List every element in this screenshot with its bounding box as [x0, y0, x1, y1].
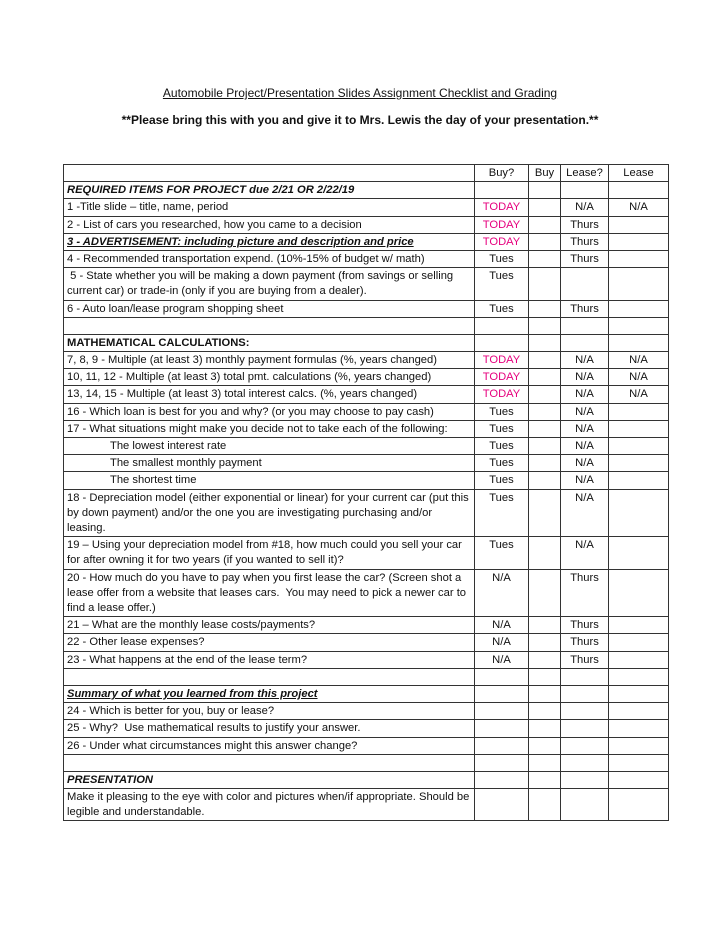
row-buy-question: Tues: [475, 420, 529, 437]
row-lease-question: [561, 737, 609, 754]
row-buy-question: TODAY: [475, 369, 529, 386]
row-lease-question: N/A: [561, 489, 609, 537]
row-buy-question: Tues: [475, 300, 529, 317]
row-lease-question: N/A: [561, 537, 609, 569]
row-lease: [609, 737, 669, 754]
table-row: [64, 668, 669, 685]
row-item: The smallest monthly payment: [64, 455, 475, 472]
checklist-table: [63, 164, 669, 821]
row-lease: [609, 720, 669, 737]
row-lease: [609, 617, 669, 634]
row-buy-question: N/A: [475, 651, 529, 668]
table-row: [64, 386, 669, 403]
row-item: 25 - Why? Use mathematical results to justify your answer.: [64, 720, 475, 737]
row-buy-question: [475, 737, 529, 754]
row-buy: [529, 771, 561, 788]
table-row: [64, 352, 669, 369]
row-lease-question: Thurs: [561, 569, 609, 617]
header-buy: Buy: [529, 165, 561, 182]
row-item: 7, 8, 9 - Multiple (at least 3) monthly payment formulas (%, years changed): [64, 352, 475, 369]
row-item: 6 - Auto loan/lease program shopping sheet: [64, 300, 475, 317]
row-lease-question: Thurs: [561, 300, 609, 317]
row-buy: [529, 216, 561, 233]
row-item: 4 - Recommended transportation expend. (10%-15% of budget w/ math): [64, 251, 475, 268]
row-buy: [529, 685, 561, 702]
row-buy: [529, 754, 561, 771]
row-lease-question: Thurs: [561, 216, 609, 233]
row-lease: [609, 317, 669, 334]
row-item: 16 - Which loan is best for you and why? (or you may choose to pay cash): [64, 403, 475, 420]
row-lease: [609, 438, 669, 455]
row-buy: [529, 251, 561, 268]
row-buy-question: [475, 754, 529, 771]
row-item: 22 - Other lease expenses?: [64, 634, 475, 651]
row-lease-question: Thurs: [561, 251, 609, 268]
row-buy: [529, 455, 561, 472]
row-lease: [609, 685, 669, 702]
row-item: The shortest time: [64, 472, 475, 489]
row-lease: [609, 651, 669, 668]
row-buy: [529, 634, 561, 651]
row-buy: [529, 369, 561, 386]
row-item: 2 - List of cars you researched, how you came to a decision: [64, 216, 475, 233]
row-item: Make it pleasing to the eye with color and pictures when/if appropriate. Should be legible and understandable.: [64, 788, 475, 820]
row-buy-question: Tues: [475, 403, 529, 420]
row-item: MATHEMATICAL CALCULATIONS:: [64, 334, 475, 351]
row-buy-question: TODAY: [475, 352, 529, 369]
row-lease-question: [561, 720, 609, 737]
row-buy-question: [475, 720, 529, 737]
row-lease-question: [561, 334, 609, 351]
document-subtitle: **Please bring this with you and give it to Mrs. Lewis the day of your presentation.**: [121, 113, 599, 127]
row-item: The lowest interest rate: [64, 438, 475, 455]
row-buy-question: [475, 685, 529, 702]
row-lease-question: [561, 182, 609, 199]
row-item: 3 - ADVERTISEMENT: including picture and description and price: [64, 233, 475, 250]
row-lease: [609, 569, 669, 617]
row-item: 26 - Under what circumstances might this answer change?: [64, 737, 475, 754]
row-lease: N/A: [609, 386, 669, 403]
row-item: 10, 11, 12 - Multiple (at least 3) total pmt. calculations (%, years changed): [64, 369, 475, 386]
row-lease: [609, 634, 669, 651]
row-lease-question: [561, 685, 609, 702]
row-item: [64, 668, 475, 685]
row-lease: [609, 268, 669, 300]
row-buy-question: Tues: [475, 268, 529, 300]
table-row: [64, 472, 669, 489]
row-buy: [529, 233, 561, 250]
table-row: [64, 268, 669, 300]
row-buy: [529, 569, 561, 617]
header-lease-question: Lease?: [561, 165, 609, 182]
row-item: 1 -Title slide – title, name, period: [64, 199, 475, 216]
row-lease-question: [561, 317, 609, 334]
header-item: [64, 165, 475, 182]
row-lease: [609, 182, 669, 199]
table-row: [64, 737, 669, 754]
table-row: [64, 788, 669, 820]
row-buy-question: [475, 182, 529, 199]
row-item: 24 - Which is better for you, buy or lease?: [64, 703, 475, 720]
row-buy: [529, 403, 561, 420]
table-row: [64, 251, 669, 268]
header-lease: Lease: [609, 165, 669, 182]
table-row: [64, 634, 669, 651]
row-lease-question: N/A: [561, 369, 609, 386]
row-buy: [529, 489, 561, 537]
document-title: Automobile Project/Presentation Slides Assignment Checklist and Grading: [162, 86, 558, 100]
row-lease: [609, 334, 669, 351]
row-lease-question: [561, 788, 609, 820]
row-lease-question: N/A: [561, 455, 609, 472]
table-row: [64, 771, 669, 788]
table-row: [64, 182, 669, 199]
row-item: 13, 14, 15 - Multiple (at least 3) total interest calcs. (%, years changed): [64, 386, 475, 403]
row-buy-question: Tues: [475, 537, 529, 569]
row-buy: [529, 737, 561, 754]
row-buy-question: Tues: [475, 251, 529, 268]
row-buy: [529, 199, 561, 216]
table-row: [64, 420, 669, 437]
row-buy-question: N/A: [475, 569, 529, 617]
row-buy: [529, 788, 561, 820]
table-row: [64, 233, 669, 250]
row-buy-question: Tues: [475, 472, 529, 489]
row-lease-question: [561, 268, 609, 300]
table-row: [64, 438, 669, 455]
table-row: [64, 403, 669, 420]
row-buy-question: N/A: [475, 617, 529, 634]
table-row: [64, 455, 669, 472]
row-lease-question: N/A: [561, 438, 609, 455]
row-lease-question: N/A: [561, 199, 609, 216]
row-buy: [529, 420, 561, 437]
row-lease-question: N/A: [561, 420, 609, 437]
row-buy-question: [475, 771, 529, 788]
row-item: PRESENTATION: [64, 771, 475, 788]
row-buy: [529, 537, 561, 569]
table-row: [64, 300, 669, 317]
table-row: [64, 317, 669, 334]
row-buy: [529, 386, 561, 403]
row-lease: [609, 788, 669, 820]
row-buy-question: [475, 317, 529, 334]
row-buy-question: Tues: [475, 489, 529, 537]
table-row: [64, 617, 669, 634]
row-lease-question: N/A: [561, 352, 609, 369]
row-lease-question: [561, 771, 609, 788]
table-row: [64, 703, 669, 720]
row-item: 23 - What happens at the end of the lease term?: [64, 651, 475, 668]
row-buy-question: Tues: [475, 438, 529, 455]
row-lease: [609, 472, 669, 489]
row-lease-question: N/A: [561, 386, 609, 403]
row-lease: N/A: [609, 199, 669, 216]
row-lease-question: [561, 754, 609, 771]
row-buy-question: [475, 703, 529, 720]
row-lease-question: Thurs: [561, 233, 609, 250]
table-row: [64, 334, 669, 351]
row-lease: N/A: [609, 369, 669, 386]
row-buy: [529, 651, 561, 668]
row-buy: [529, 703, 561, 720]
table-row: [64, 369, 669, 386]
row-buy: [529, 720, 561, 737]
row-lease-question: Thurs: [561, 617, 609, 634]
row-lease: [609, 703, 669, 720]
table-row: [64, 489, 669, 537]
row-buy-question: TODAY: [475, 233, 529, 250]
header-buy-question: Buy?: [475, 165, 529, 182]
row-lease: [609, 251, 669, 268]
row-item: 20 - How much do you have to pay when you first lease the car? (Screen shot a lease offer from a website that leases cars. You may need to pick a newer car to find a lease offer.): [64, 569, 475, 617]
row-buy: [529, 472, 561, 489]
row-lease: [609, 403, 669, 420]
table-row: [64, 569, 669, 617]
table-row: [64, 685, 669, 702]
row-buy: [529, 268, 561, 300]
table-row: [64, 651, 669, 668]
row-lease: [609, 300, 669, 317]
row-item: Summary of what you learned from this project: [64, 685, 475, 702]
row-lease: [609, 455, 669, 472]
row-buy-question: N/A: [475, 634, 529, 651]
table-row: [64, 216, 669, 233]
row-lease: N/A: [609, 352, 669, 369]
row-lease: [609, 420, 669, 437]
row-lease-question: N/A: [561, 472, 609, 489]
row-buy: [529, 300, 561, 317]
row-lease: [609, 489, 669, 537]
row-buy: [529, 182, 561, 199]
table-row: [64, 754, 669, 771]
row-item: [64, 317, 475, 334]
row-item: [64, 754, 475, 771]
row-buy: [529, 438, 561, 455]
table-header-row: [64, 165, 669, 182]
row-lease-question: Thurs: [561, 634, 609, 651]
row-item: 21 – What are the monthly lease costs/payments?: [64, 617, 475, 634]
row-buy-question: TODAY: [475, 199, 529, 216]
row-buy-question: TODAY: [475, 216, 529, 233]
row-item: 18 - Depreciation model (either exponential or linear) for your current car (put this by down payment) and/or the one you are investigating purchasing and/or leasing.: [64, 489, 475, 537]
table-row: [64, 720, 669, 737]
row-lease: [609, 668, 669, 685]
row-buy-question: [475, 334, 529, 351]
row-lease: [609, 537, 669, 569]
row-lease: [609, 233, 669, 250]
row-buy-question: Tues: [475, 455, 529, 472]
row-buy-question: [475, 668, 529, 685]
row-lease: [609, 771, 669, 788]
table-row: [64, 199, 669, 216]
row-lease-question: Thurs: [561, 651, 609, 668]
row-buy: [529, 352, 561, 369]
row-lease-question: N/A: [561, 403, 609, 420]
row-buy-question: TODAY: [475, 386, 529, 403]
row-lease-question: [561, 668, 609, 685]
row-buy: [529, 334, 561, 351]
row-buy-question: [475, 788, 529, 820]
row-buy: [529, 617, 561, 634]
row-buy: [529, 668, 561, 685]
row-buy: [529, 317, 561, 334]
table-row: [64, 537, 669, 569]
row-item: 17 - What situations might make you decide not to take each of the following:: [64, 420, 475, 437]
row-lease-question: [561, 703, 609, 720]
row-lease: [609, 216, 669, 233]
row-item: 19 – Using your depreciation model from #18, how much could you sell your car for after owning it for two years (if you wanted to sell it)?: [64, 537, 475, 569]
row-item: 5 - State whether you will be making a down payment (from savings or selling current car) or trade-in (only if you are buying from a dealer).: [64, 268, 475, 300]
row-item: REQUIRED ITEMS FOR PROJECT due 2/21 OR 2/22/19: [64, 182, 475, 199]
row-lease: [609, 754, 669, 771]
